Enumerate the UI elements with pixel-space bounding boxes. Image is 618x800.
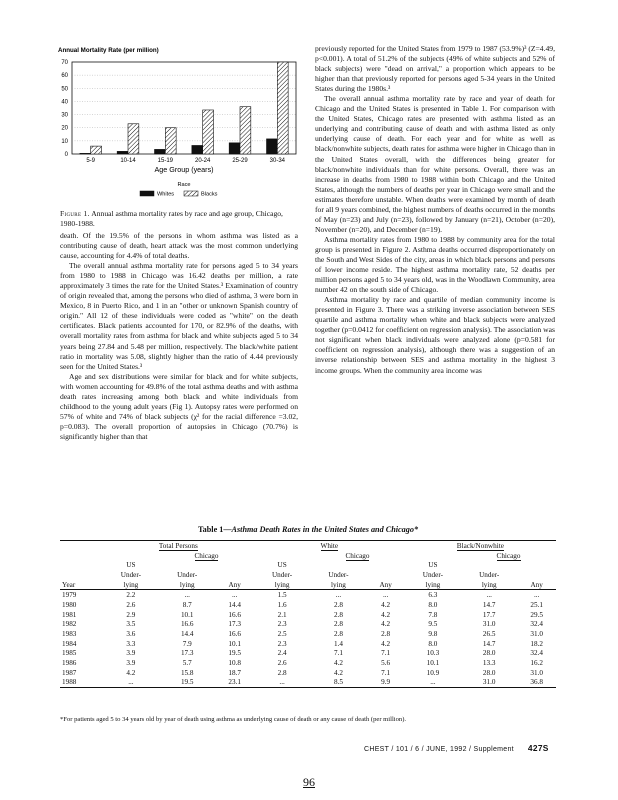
row-year: 1979 xyxy=(62,591,77,600)
table-cell: 14.7 xyxy=(482,639,496,648)
y-tick-label: 60 xyxy=(61,73,68,80)
table-cell: 3.3 xyxy=(126,639,136,648)
col-header: lying xyxy=(254,580,310,590)
table-row xyxy=(60,610,556,620)
journal-citation: CHEST / 101 / 6 / JUNE, 1992 / Supplement xyxy=(364,746,514,753)
figure-1-chart xyxy=(34,44,304,212)
table-cell: 36.8 xyxy=(517,678,556,688)
table-cell: 3.6 xyxy=(126,630,136,639)
table-cell: 7.8 xyxy=(428,610,438,619)
table-body xyxy=(60,590,556,688)
table-cell: 2.8 xyxy=(381,630,391,639)
row-year: 1985 xyxy=(62,649,77,658)
chicago-header-3: Chicago xyxy=(496,551,521,560)
left-paragraph-3: Age and sex distributions were similar for black and for white subjects, with women accounting for 49.8% of the total asthma deaths and with asthma death rates increasing among both black and white individuals from childhood to the young adult years (Fig 1). Autopsy rates were performed on 57% of white and 74% of black subjects (χ² for the racial difference =3.02, p=0.083). The overall proportion of autopsies in Chicago (70.7%) is significantly higher than that xyxy=(60,371,298,441)
table-cell: 13.3 xyxy=(482,659,496,668)
table-cell: 1.4 xyxy=(333,639,343,648)
x-tick-label: 25-29 xyxy=(232,158,248,164)
x-axis-label: Age Group (years) xyxy=(154,165,214,174)
group-black: Black/Nonwhite xyxy=(456,541,504,550)
table-cell: 17.7 xyxy=(482,610,496,619)
table-cell: 17.3 xyxy=(228,620,241,629)
table-cell: 14.4 xyxy=(180,630,194,639)
group-total: Total Persons xyxy=(158,541,198,550)
chart-title: Annual Mortality Rate (per million) xyxy=(58,47,159,54)
table-cell: 8.0 xyxy=(428,600,438,609)
table-cell: 10.9 xyxy=(426,668,440,677)
table-cell: 18.7 xyxy=(228,668,241,677)
table-cell: 2.8 xyxy=(333,620,343,629)
table-cell: 15.8 xyxy=(180,668,194,677)
table-cell: 31.0 xyxy=(530,668,543,677)
us-header-1: US xyxy=(126,561,136,570)
table-cell: 4.2 xyxy=(381,610,391,619)
y-tick-label: 20 xyxy=(61,125,68,132)
table-cell: 19.5 xyxy=(228,649,241,658)
row-year: 1983 xyxy=(62,630,77,639)
col-header: Under- xyxy=(177,570,198,579)
col-header: lying xyxy=(405,580,461,590)
table-cell: 31.0 xyxy=(461,678,517,688)
table-cell: 4.2 xyxy=(333,659,343,668)
table-cell: ... xyxy=(231,591,238,600)
col-header: Under- xyxy=(271,570,293,579)
left-column xyxy=(60,231,298,442)
table-cell: 4.2 xyxy=(381,600,391,609)
year-header: Year xyxy=(60,580,103,590)
x-tick-label: 5-9 xyxy=(86,158,96,164)
page-footer xyxy=(364,743,564,753)
us-header-2: US xyxy=(277,561,287,570)
table-row xyxy=(60,678,556,688)
right-paragraph-3: Asthma mortality rates from 1980 to 1988 by community area for the total group is presented in Figure 2. Asthma deaths occurred disproportionately on the South and West Sides of the city, areas in which black persons and persons of lower income reside. The highest asthma mortality rate, 52 deaths per million persons aged 5 to 34 years old, was in the Woodlawn Community, area number 42 on the south side of Chicago. xyxy=(315,234,555,295)
col-header: Under- xyxy=(422,570,443,579)
row-year: 1982 xyxy=(62,620,77,629)
table-cell: 9.5 xyxy=(428,620,438,629)
page-number: 96 xyxy=(303,775,315,789)
bar-whites xyxy=(117,151,128,154)
table-cell: 32.4 xyxy=(530,649,543,658)
table-cell: 10.1 xyxy=(426,659,440,668)
row-year: 1980 xyxy=(62,600,77,609)
table-cell: 2.1 xyxy=(277,610,287,619)
table-cell: 32.4 xyxy=(530,620,543,629)
table-cell: 2.9 xyxy=(126,610,136,619)
journal-page: 427S xyxy=(527,743,549,753)
left-paragraph-1: death. Of the 19.5% of the persons in whom asthma was listed as a contributing cause of death, heart attack was the most common underlying cause, accounting for 4.4% of total deaths. xyxy=(60,231,298,261)
x-tick-label: 10-14 xyxy=(120,158,136,164)
x-tick-label: 15-19 xyxy=(157,158,174,164)
row-year: 1984 xyxy=(62,639,77,648)
table-cell: 17.3 xyxy=(180,649,194,658)
table-cell: 16.6 xyxy=(228,610,241,619)
legend-title: Race xyxy=(177,182,191,188)
table-cell: 29.5 xyxy=(530,610,543,619)
table-row xyxy=(60,620,556,630)
table-cell: 3.9 xyxy=(126,659,136,668)
table-cell: 2.8 xyxy=(277,668,287,677)
table-cell: 10.8 xyxy=(228,659,241,668)
table-cell: 2.6 xyxy=(277,659,287,668)
group-white: White xyxy=(320,541,339,550)
chicago-header-1: Chicago xyxy=(194,551,219,560)
row-year: 1988 xyxy=(60,678,103,688)
table-cell: 4.2 xyxy=(381,620,391,629)
table-cell: 1.6 xyxy=(277,600,287,609)
col-header: lying xyxy=(159,580,215,590)
bar-blacks xyxy=(165,128,176,154)
table-cell: 5.7 xyxy=(182,659,192,668)
y-tick-label: 10 xyxy=(61,138,68,145)
bar-blacks xyxy=(128,124,139,154)
table-cell: 4.2 xyxy=(381,639,391,648)
table-cell: ... xyxy=(486,591,492,600)
table-cell: ... xyxy=(103,678,159,688)
table-cell: 8.7 xyxy=(182,600,192,609)
table-cell: ... xyxy=(382,591,389,600)
table-row xyxy=(60,629,556,639)
chicago-header-2: Chicago xyxy=(345,551,370,560)
table-row xyxy=(60,658,556,668)
bar-whites xyxy=(267,139,278,154)
table-cell: 2.8 xyxy=(333,600,343,609)
table-cell: 25.1 xyxy=(530,600,543,609)
table-cell: ... xyxy=(405,678,461,688)
table-cell: 2.3 xyxy=(277,639,287,648)
table-cell: 3.5 xyxy=(126,620,136,629)
table-cell: 9.8 xyxy=(428,630,438,639)
table-cell: 10.3 xyxy=(426,649,440,658)
col-header: lying xyxy=(103,580,159,590)
table-cell: 28.0 xyxy=(482,668,496,677)
table-cell: 10.1 xyxy=(228,639,241,648)
bar-chart-svg xyxy=(34,44,304,212)
table-cell: ... xyxy=(533,591,540,600)
table-cell: 1.5 xyxy=(277,591,287,600)
row-year: 1986 xyxy=(62,659,77,668)
table-cell: ... xyxy=(254,678,310,688)
legend-swatch-whites xyxy=(140,191,154,196)
table-cell: 16.2 xyxy=(530,659,543,668)
x-tick-label: 30-34 xyxy=(269,158,286,164)
table-cell: 2.5 xyxy=(277,630,287,639)
table-row xyxy=(60,639,556,649)
bar-whites xyxy=(229,143,240,154)
y-tick-label: 0 xyxy=(64,152,68,158)
table-cell: 8.0 xyxy=(428,639,438,648)
table-cell: 2.4 xyxy=(277,649,287,658)
col-header: Under- xyxy=(479,570,500,579)
us-header-3: US xyxy=(428,561,438,570)
table-row xyxy=(60,590,556,600)
col-header: lying xyxy=(310,580,366,590)
col-header: Under- xyxy=(328,570,349,579)
table-cell: 16.6 xyxy=(228,630,241,639)
bar-blacks xyxy=(240,107,251,154)
asthma-death-rates-table xyxy=(60,540,556,688)
bar-blacks xyxy=(91,146,102,154)
table-row xyxy=(60,600,556,610)
table-cell: 31.0 xyxy=(482,620,496,629)
figure-caption xyxy=(60,209,298,229)
bar-blacks xyxy=(203,110,214,154)
x-tick-label: 20-24 xyxy=(194,158,211,164)
table-row xyxy=(60,649,556,659)
table-cell: 18.2 xyxy=(530,639,543,648)
bar-blacks xyxy=(277,62,288,154)
col-header: Any xyxy=(367,580,405,590)
table-cell: 10.1 xyxy=(180,610,194,619)
bar-whites xyxy=(155,149,166,154)
right-paragraph-2: The overall annual asthma mortality rate by race and year of death for Chicago and the United States is presented in Table 1. For comparison with the United States, Chicago rates are presented with asthma listed as an underlying and contributing cause of death and with asthma listed as only underlying cause of death. For each year and for white as well as black/nonwhite subjects, death rates for asthma were higher in Chicago than in the United States overall, with the differences being greater for black/nonwhite individuals than for white persons. Overall, there was an increase in deaths from 1980 to 1988 within both Chicago and the United States, although the numbers of deaths per year in Chicago were small and the estimates therefore unstable. When deaths were examined by month of death for all 9 years combined, the highest numbers of deaths occurred in the months of May (n=23) and July (n=23), followed by January (n=21), October (n=20), November (n=20), and December (n=19). xyxy=(315,94,555,234)
table-cell: 2.6 xyxy=(126,600,136,609)
y-tick-label: 40 xyxy=(61,99,68,106)
table-cell: 7.9 xyxy=(182,639,192,648)
table-row xyxy=(60,668,556,678)
table-cell: 2.8 xyxy=(333,630,343,639)
figure-label: Figure 1. xyxy=(60,209,90,218)
table-cell: 28.0 xyxy=(482,649,496,658)
right-column xyxy=(315,44,555,376)
table-cell: 19.5 xyxy=(159,678,215,688)
table-title-text: Asthma Death Rates in the United States and Chicago* xyxy=(231,525,419,534)
col-header: lying xyxy=(461,580,517,590)
table-cell: 7.1 xyxy=(333,649,343,658)
table-cell: 7.1 xyxy=(381,649,391,658)
table-cell: 9.9 xyxy=(367,678,405,688)
y-tick-label: 70 xyxy=(61,60,68,66)
table-cell: 16.6 xyxy=(180,620,194,629)
row-year: 1981 xyxy=(62,610,77,619)
col-header: Any xyxy=(215,580,254,590)
table-cell: 4.2 xyxy=(333,668,343,677)
col-header: Any xyxy=(517,580,556,590)
table-cell: ... xyxy=(335,591,342,600)
table-cell: ... xyxy=(184,591,190,600)
table-cell: 8.5 xyxy=(310,678,366,688)
plot-frame xyxy=(72,62,296,154)
y-tick-label: 30 xyxy=(61,112,68,119)
table-cell: 14.4 xyxy=(228,600,241,609)
table-title-prefix: Table 1— xyxy=(197,525,232,534)
legend-label-blacks: Blacks xyxy=(201,191,218,198)
table-cell: 14.7 xyxy=(482,600,496,609)
table-footnote: *For patients aged 5 to 34 years old by year of death using asthma as underlying cause of death or any cause of death (per million). xyxy=(60,716,407,723)
bar-whites xyxy=(80,153,91,154)
table-cell: 7.1 xyxy=(381,668,391,677)
table-cell: 2.2 xyxy=(126,591,136,600)
row-year: 1987 xyxy=(62,668,77,677)
table-cell: 31.0 xyxy=(530,630,543,639)
table-cell: 4.2 xyxy=(126,668,136,677)
col-header: Under- xyxy=(120,570,141,579)
table-cell: 2.3 xyxy=(277,620,287,629)
table-cell: 2.8 xyxy=(333,610,343,619)
legend-swatch-blacks xyxy=(184,191,198,196)
table-title xyxy=(60,525,556,534)
right-paragraph-1: previously reported for the United States from 1979 to 1987 (53.9%)³ (Z=4.49, p<0.001). A total of 51.2% of the subjects (49% of white subjects and 52% of black subjects) were "dead on arrival," a proportion which appears to be higher than that previously reported for persons aged 5-34 years in the United States during the 1980s.³ xyxy=(315,44,555,94)
figure-caption-text: Annual asthma mortality rates by race and age group, Chicago, 1980-1988. xyxy=(60,209,283,228)
y-tick-label: 50 xyxy=(61,86,68,93)
table-cell: 26.5 xyxy=(482,630,496,639)
right-paragraph-4: Asthma mortality by race and quartile of median community income is presented in Figure 3. There was a striking inverse association between SES quartile and asthma mortality when white and black subjects were analyzed together (p=0.0412 for coefficient on regression analysis). The association was not significant when black individuals were analyzed alone (p=0.581 for coefficient on regression analysis), although there was a suggestion of an inverse relationship between SES and asthma mortality in the highest 3 income groups. When the community area income was xyxy=(315,295,555,375)
table-cell: 5.6 xyxy=(381,659,391,668)
left-paragraph-2: The overall annual asthma mortality rate for persons aged 5 to 34 years from 1980 to 1988 in Chicago was 16.42 deaths per million, a rate approximately 3 times the rate for the United States.³ Examination of country of origin revealed that, among the persons who died of asthma, 3 were born in Mexico, 8 in Puerto Rico, and 1 in an "other or unknown Spanish country of origin." All 12 of these individuals were coded as "white" on the death certificates. Black patients accounted for 170, or 82.9% of the deaths, with overall mortality rates from asthma for black and white subjects aged 5 to 34 years being 27.84 and 5.48 per million, respectively. The black/white patient ratio in mortality was 5.08, slightly higher than the ratio of 4.44 previously seen for the United States.³ xyxy=(60,261,298,371)
bar-whites xyxy=(192,145,203,154)
table-cell: 23.1 xyxy=(215,678,254,688)
table-cell: 6.3 xyxy=(428,591,438,600)
table-cell: 3.9 xyxy=(126,649,136,658)
legend-label-whites: Whites xyxy=(157,191,175,198)
